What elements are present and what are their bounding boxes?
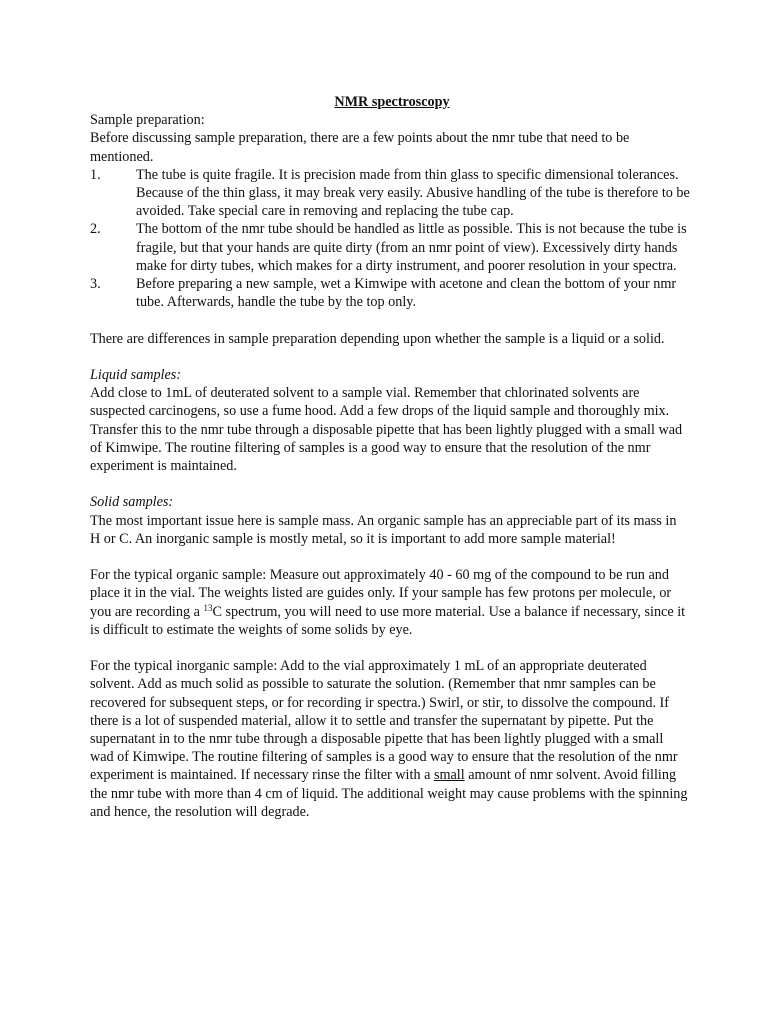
sample-prep-heading: Sample preparation: xyxy=(90,112,205,129)
list-item-text: The bottom of the nmr tube should be handled as little as possible. This is not because the tube is fragile, but that your hands are quite dirty (from an nmr point of view). Excessively dirty hands make for dirty tubes, which makes for a dirty instrument, and poorer resolution in your spectra. xyxy=(136,221,687,274)
differences-paragraph: There are differences in sample preparation depending upon whether the sample is a liquid or a solid. xyxy=(90,330,665,347)
list-item-number: 1. xyxy=(90,166,101,183)
spacer xyxy=(90,348,690,366)
solid-samples-paragraph: The most important issue here is sample mass. An organic sample has an appreciable part of its mass in H or C. An inorganic sample is mostly metal, so it is important to add more sample material! xyxy=(90,512,677,547)
liquid-samples-heading: Liquid samples: xyxy=(90,367,182,384)
inorganic-text-start: For the typical inorganic sample: Add to the vial approximately 1 mL of an appropriate deuterated solvent. Add as much solid as possible to saturate the solution. (Remember that nmr samples can be recovered for subsequent steps, or for recording ir spectra.) Swirl, or stir, to dissolve the compound. If there is a lot of suspended material, allow it to settle and transfer the supernatant by pipette. Put the supernatant in to the nmr tube through a disposable pipette that has been lightly plugged with a small wad of Kimwipe. The routine filtering of samples is a good way to ensure that the resolution of the nmr experiment is maintained. If necessary rinse the filter with a xyxy=(90,658,678,784)
isotope-superscript: 13 xyxy=(203,602,213,613)
spacer xyxy=(90,548,690,566)
underlined-word: small xyxy=(433,767,465,784)
organic-text-start: For the typical organic sample: Measure out approximately 40 - 60 mg of the compound to be run and place it in the vial. The weights listed are guides only. If your sample has few protons per molecule, or you are recording a xyxy=(90,567,672,620)
list-item-text: Before preparing a new sample, wet a Kimwipe with acetone and clean the bottom of your nmr tube. Afterwards, handle the tube by the top only. xyxy=(136,276,677,311)
list-item xyxy=(90,275,690,311)
organic-sample-paragraph xyxy=(90,566,690,639)
list-item-text: The tube is quite fragile. It is precision made from thin glass to specific dimensional tolerances. Because of the thin glass, it may break very easily. Abusive handling of the tube is therefore to be avoided. Take special care in removing and replacing the tube cap. xyxy=(136,166,690,220)
organic-text-end: C spectrum, you will need to use more material. Use a balance if necessary, since it is difficult to estimate the weights of some solids by eye. xyxy=(90,603,686,638)
spacer xyxy=(90,639,690,657)
list-item xyxy=(90,220,690,275)
list-item xyxy=(90,166,690,221)
intro-paragraph: Before discussing sample preparation, there are a few points about the nmr tube that need to be mentioned. xyxy=(90,130,630,165)
list-item-number: 3. xyxy=(90,276,101,293)
liquid-samples-paragraph: Add close to 1mL of deuterated solvent to a sample vial. Remember that chlorinated solvents are suspected carcinogens, so use a fume hood. Add a few drops of the liquid sample and thoroughly mix. Transfer this to the nmr tube through a disposable pipette that has been lightly plugged with a small wad of Kimwipe. The routine filtering of samples is a good way to ensure that the resolution of the nmr experiment is maintained. xyxy=(90,385,683,475)
page-title: NMR spectroscopy xyxy=(334,94,450,110)
list-item-number: 2. xyxy=(90,221,101,238)
inorganic-text-end: amount of nmr solvent. Avoid filling the nmr tube with more than 4 cm of liquid. The additional weight may cause problems with the spinning and hence, the resolution will degrade. xyxy=(90,767,688,820)
inorganic-sample-paragraph xyxy=(90,657,690,821)
spacer xyxy=(90,311,690,329)
tube-points-list xyxy=(90,166,690,312)
spacer xyxy=(90,475,690,493)
solid-samples-heading: Solid samples: xyxy=(90,494,174,511)
document-page xyxy=(90,93,690,821)
